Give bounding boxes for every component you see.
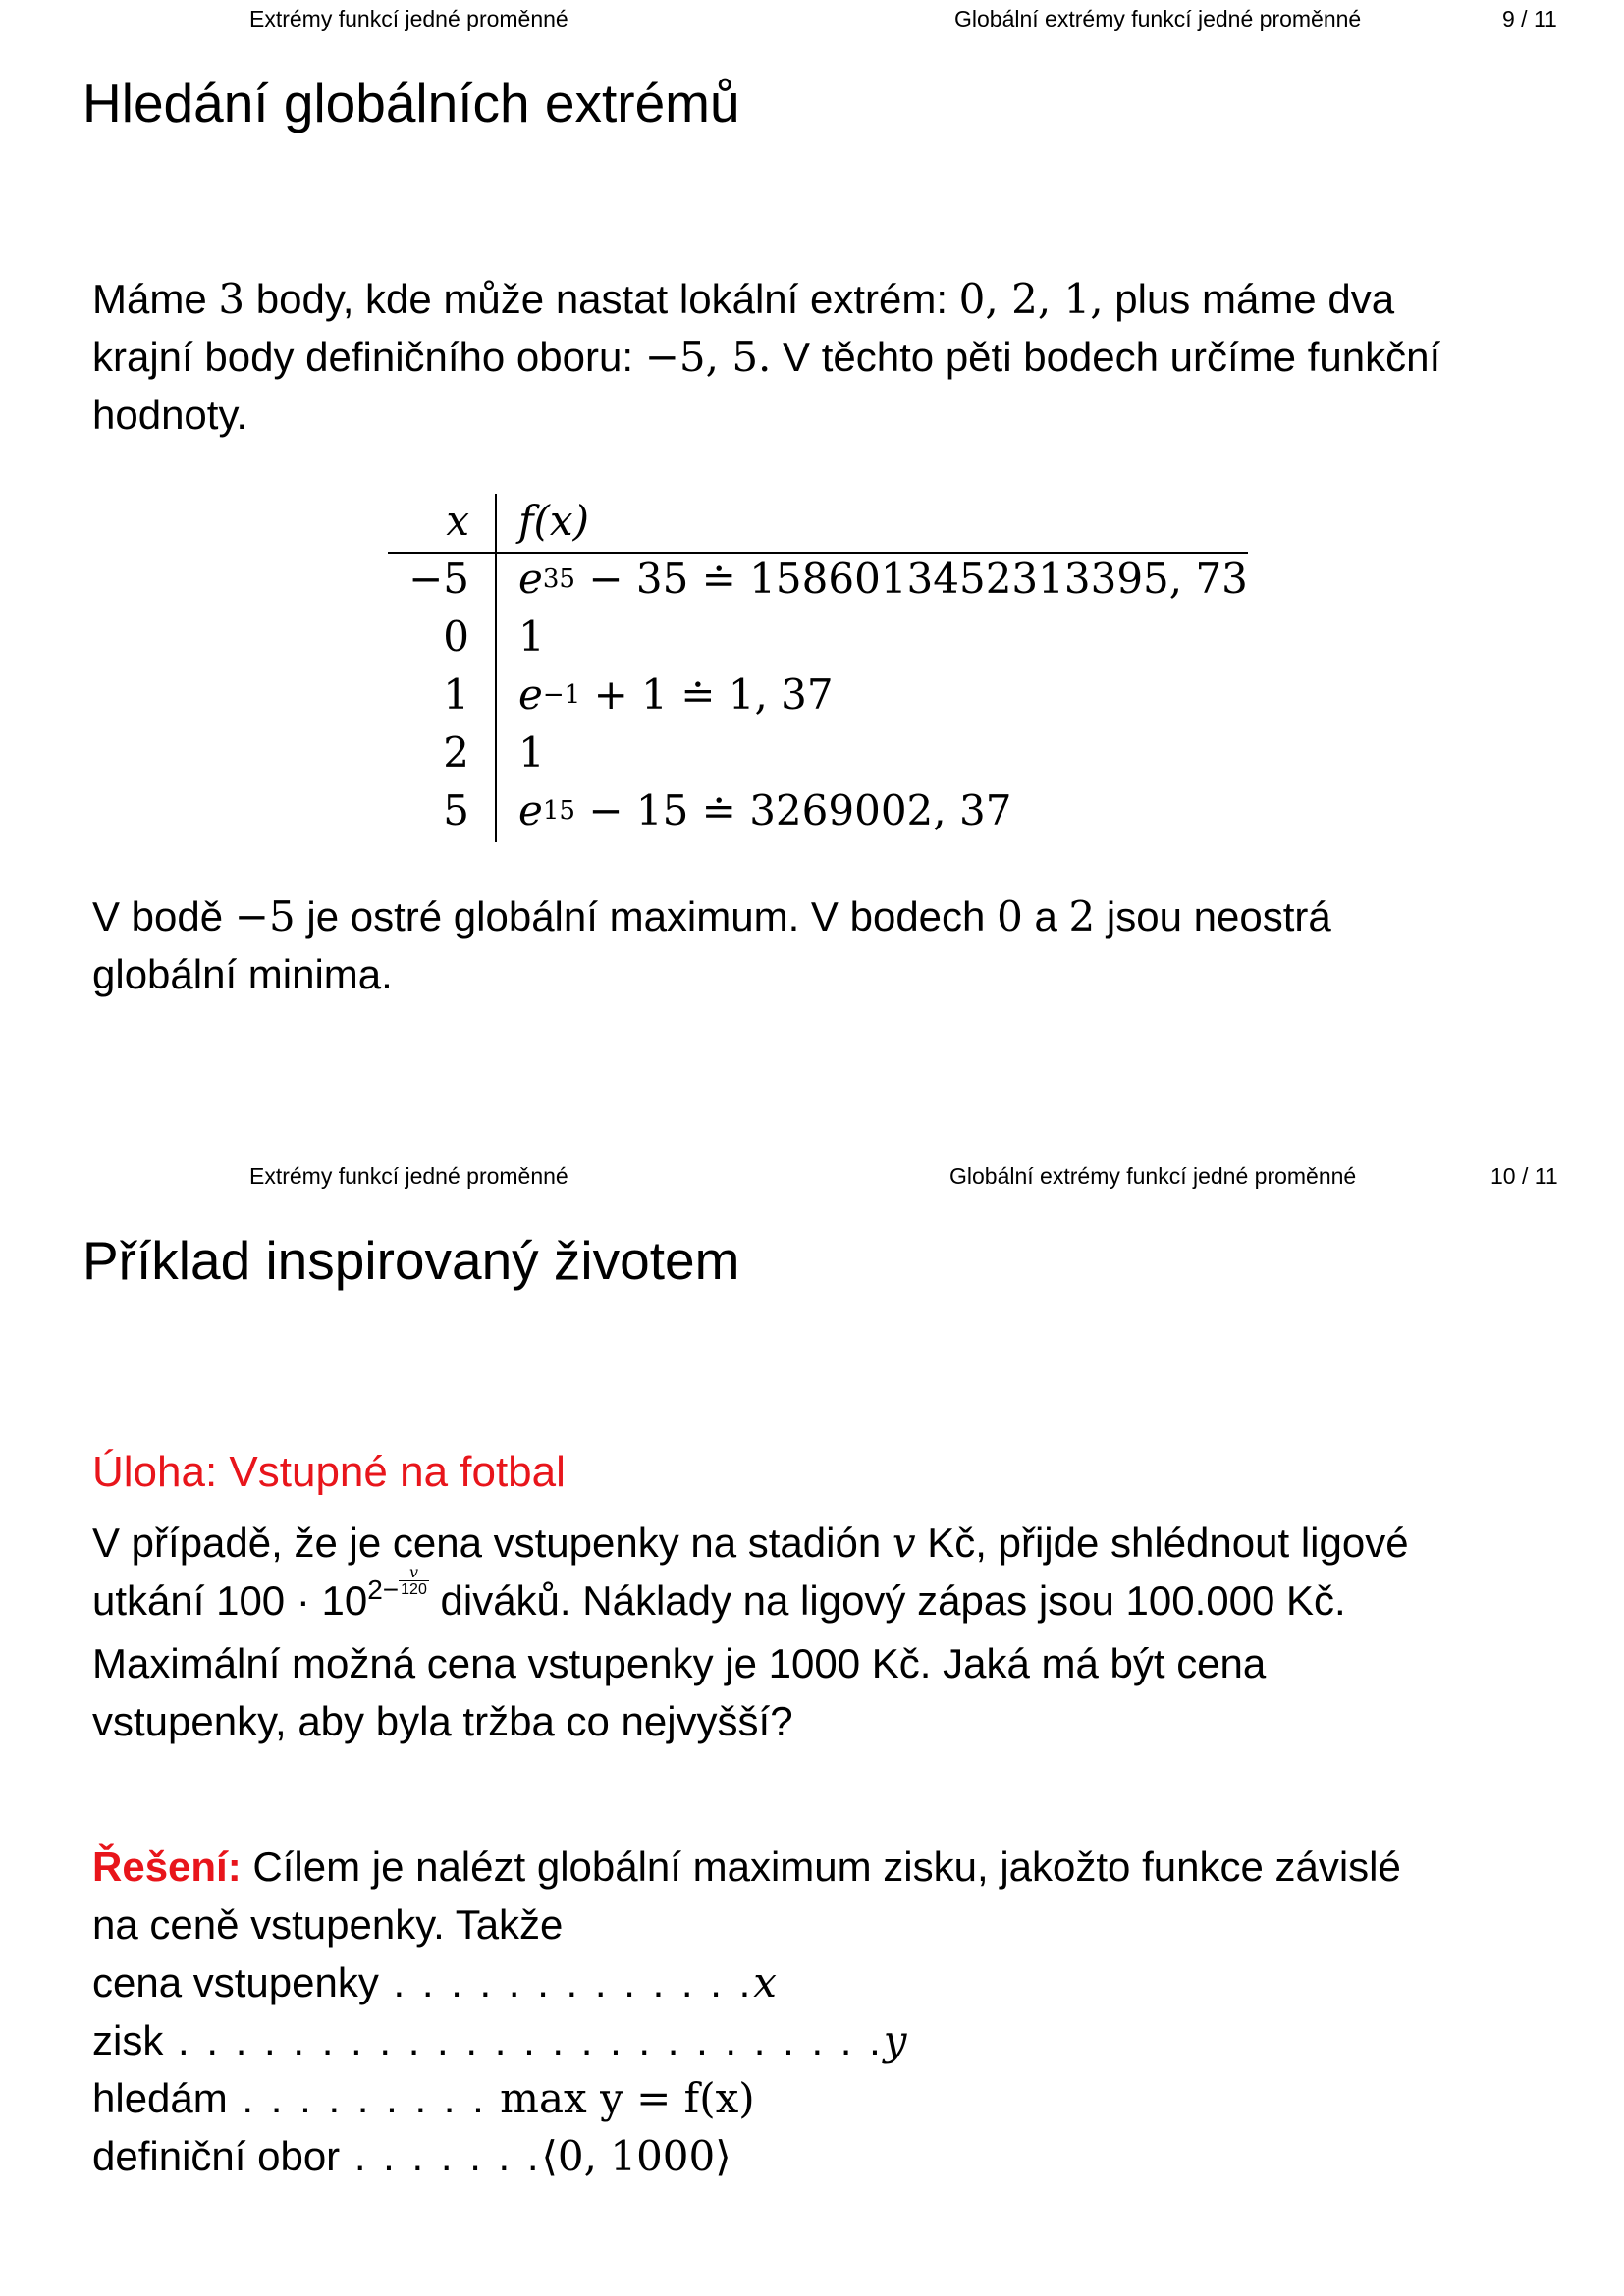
slide1-conclusion: V bodě −5 je ostré globální maximum. V bodech 0 a 2 jsou neostrá globální minima.	[92, 892, 1331, 997]
slide2-page-number: 10 / 11	[1490, 1163, 1558, 1189]
table-row: 0 1	[443, 613, 545, 661]
slide1-header-left: Extrémy funkcí jedné proměnné	[249, 6, 568, 31]
solution: Řešení: Cílem je nalézt globální maximum zisku, jakožto funkce závislé na ceně vstupenky. Takže cena vstupenky . . . . . . . . . . . . .x zisk . . . . . . . . . . . . . . . . . . . . . . . . .y hledám . . . . . . . . . max y = f(x) definiční obor . . . . . . .⟨0, 1000⟩	[92, 1838, 1545, 2185]
slide1-header-center: Globální extrémy funkcí jedné proměnné	[954, 6, 1362, 31]
table-header-x: x	[446, 497, 469, 545]
table-row: 5 $e^{15} - 15$ ≐ 3269002, 37	[443, 786, 1012, 834]
definition-line: hledám . . . . . . . . . max y = f(x)	[92, 2074, 755, 2122]
table-header-f: f(x)	[518, 497, 590, 545]
definition-line: zisk . . . . . . . . . . . . . . . . . . . . . . . . .y	[92, 2016, 907, 2064]
slide2-title: Příklad inspirovaný životem	[82, 1230, 740, 1291]
definition-line: cena vstupenky . . . . . . . . . . . . .x	[92, 1958, 777, 2006]
task-title: Úloha: Vstupné na fotbal	[92, 1448, 566, 1496]
table-row: 1 $e^{-1} + 1$ ≐ 1, 37	[443, 670, 834, 719]
slide1-intro: Máme 3 body, kde může nastat lokální extrém: 0, 2, 1, plus máme dva krajní body definičního oboru: −5, 5. V těchto pěti bodech určíme funkční hodnoty.	[92, 275, 1441, 438]
slide2-header-left: Extrémy funkcí jedné proměnné	[249, 1163, 568, 1189]
table-header	[0, 493, 1624, 550]
table-row: 2 1	[443, 728, 545, 776]
task-text: V případě, že je cena vstupenky na stadión v Kč, přijde shlédnout ligové utkání $100 \cdot 10^{2-}$ $\frac{v}{120}$ diváků. Náklady na ligový zápas jsou 100.000 Kč. Maximální možná cena vstupenky je 1000 Kč. Jaká má být cena vstupenky, aby byla tržba co nejvyšší?	[92, 1519, 1409, 1744]
slide1-page-number: 9 / 11	[1502, 6, 1557, 31]
definition-line: definiční obor . . . . . . .⟨0, 1000⟩	[92, 2132, 731, 2180]
slide2-header-center: Globální extrémy funkcí jedné proměnné	[949, 1163, 1357, 1189]
solution-label: Řešení:	[92, 1843, 242, 1890]
slide1-title: Hledání globálních extrémů	[82, 73, 740, 133]
exponent-fraction: $\frac{v}{120}$	[401, 1563, 427, 1598]
table-row: −5 $e^{35} - 35$ ≐ 1586013452313395, 73	[408, 555, 1248, 603]
